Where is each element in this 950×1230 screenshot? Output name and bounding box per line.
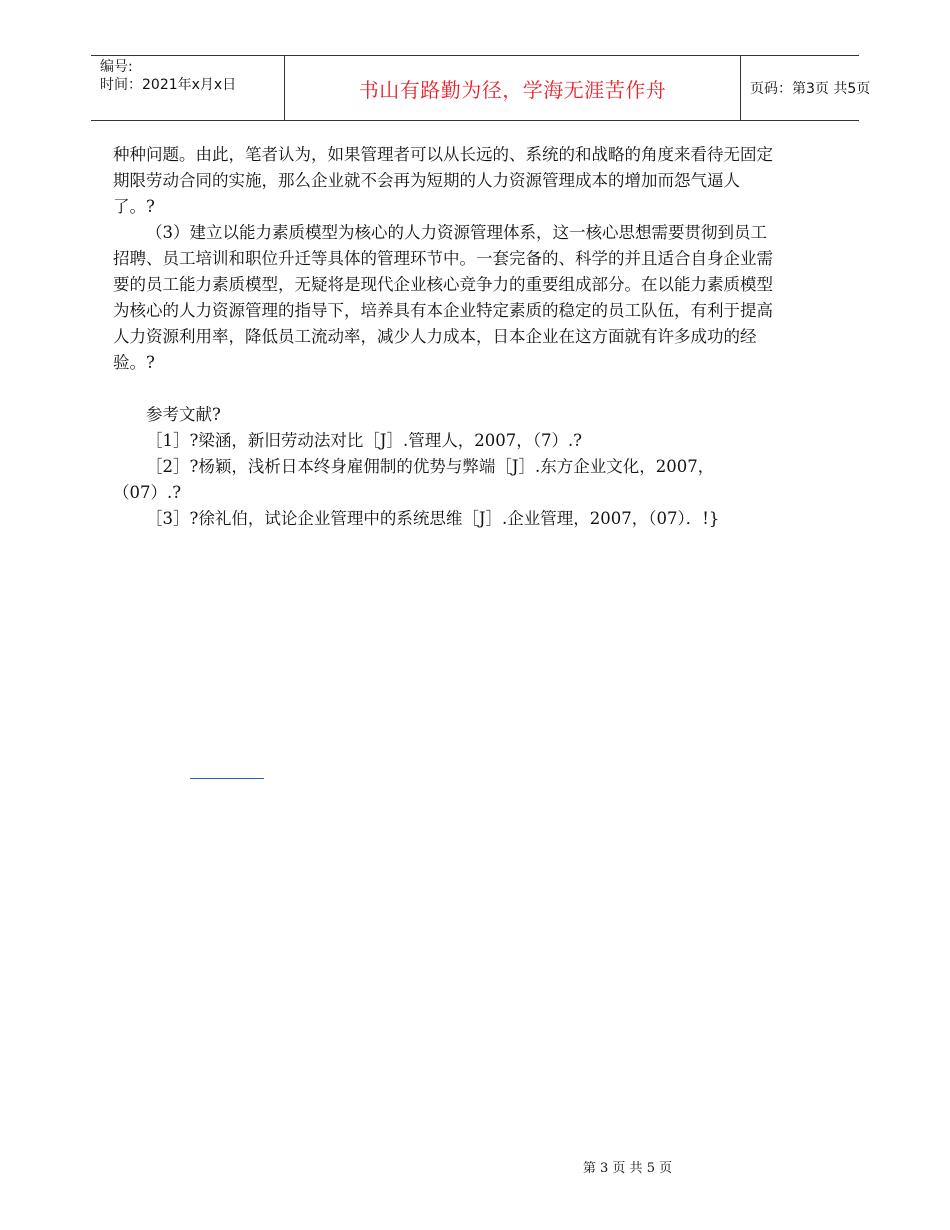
reference-item: ［3］?徐礼伯，试论企业管理中的系统思维［J］.企业管理，2007，（07）．!}: [146, 509, 720, 528]
document-time-label: 时间：2021年x月x日: [100, 77, 237, 93]
document-body: [113, 142, 773, 532]
header-motto: 书山有路勤为径，学海无涯苦作舟: [285, 56, 741, 120]
page-header: [91, 55, 871, 121]
header-page-info: 页码：第3页 共5页: [750, 81, 871, 97]
body-paragraph: 种种问题。由此，笔者认为，如果管理者可以从长远的、系统的和战略的角度来看待无固定期限劳动合同的实施，那么企业就不会再为短期的人力资源管理成本的增加而怨气逼人了。?: [113, 145, 773, 216]
references-section: [113, 402, 773, 532]
body-paragraph: （3）建立以能力素质模型为核心的人力资源管理体系，这一核心思想需要贯彻到员工招聘、员工培训和职位升迁等具体的管理环节中。一套完备的、科学的并且适合自身企业需要的员工能力素质模型，无疑将是现代企业核心竞争力的重要组成部分。在以能力素质模型为核心的人力资源管理的指导下，培养具有本企业特定素质的稳定的员工队伍，有利于提高人力资源利用率，降低员工流动率，减少人力成本，日本企业在这方面就有许多成功的经验。?: [113, 223, 773, 372]
reference-item: ［2］?杨颖，浅析日本终身雇佣制的优势与弊端［J］.东方企业文化，2007，（07）.?: [113, 457, 715, 502]
empty-hyperlink-underline[interactable]: [190, 778, 264, 779]
reference-item: ［1］?梁涵，新旧劳动法对比［J］.管理人，2007，（7）.?: [146, 431, 583, 450]
page-footer: 第 3 页 共 5 页: [582, 1161, 673, 1176]
header-meta-cell: [91, 56, 285, 120]
document-number-label: 编号:: [100, 59, 133, 75]
references-heading: 参考文献?: [146, 405, 221, 424]
paragraph-gap: [113, 376, 773, 402]
